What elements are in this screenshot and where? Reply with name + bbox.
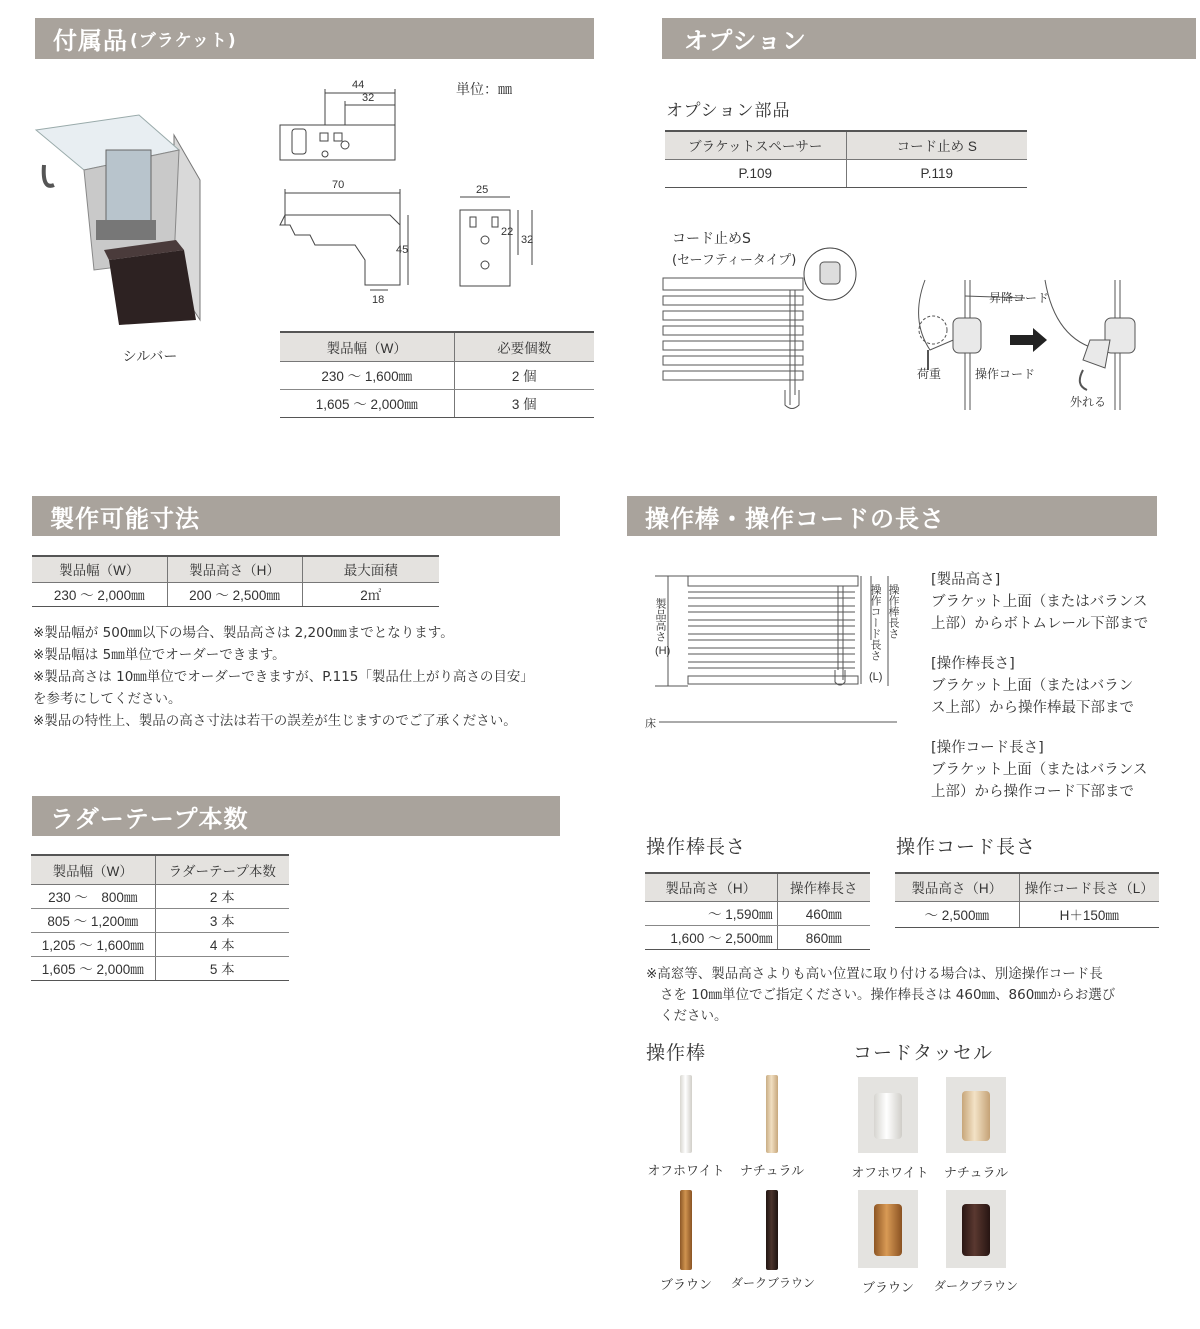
table-cell: 230 〜 2,000㎜ <box>32 582 167 606</box>
tassel-swatch-brown <box>858 1190 918 1268</box>
table-cell: 1,605 〜 2,000㎜ <box>280 389 454 417</box>
load-label: 荷重 <box>917 367 942 381</box>
table-row <box>31 932 289 956</box>
size-section-header <box>32 496 560 536</box>
table-row <box>31 956 289 980</box>
table-row <box>895 901 1159 927</box>
table-cell: 200 〜 2,500㎜ <box>167 582 302 606</box>
size-note: ※製品高さは 10㎜単位でオーダーできますが、P.115「製品仕上がり高さの目安」 <box>33 669 534 685</box>
tassel-swatch-natural <box>946 1077 1006 1153</box>
table-cell: 〜 1,590㎜ <box>645 901 777 925</box>
table-cell: 2 個 <box>454 361 594 389</box>
table-row <box>31 884 289 908</box>
ladder-table <box>31 854 289 981</box>
tassel-swatch-darkbrown <box>946 1190 1006 1268</box>
size-th-height: 製品高さ（H） <box>167 556 302 582</box>
tassel-color-heading: コードタッセル <box>853 1042 994 1064</box>
table-row <box>280 389 594 417</box>
wand-name-offwhite: オフホワイト <box>647 1164 725 1179</box>
table-row <box>645 925 870 949</box>
definition-line: ブラケット上面（またはバランス <box>931 762 1148 778</box>
size-table <box>32 555 439 607</box>
floor-label: 床 <box>645 718 656 730</box>
ladder-th-width: 製品幅（W） <box>31 855 155 884</box>
table-cell: 2㎡ <box>302 582 439 606</box>
size-note: ※製品幅は 5㎜単位でオーダーできます。 <box>33 647 286 663</box>
wand-color-heading: 操作棒 <box>646 1042 707 1064</box>
option-parts-heading: オプション部品 <box>666 101 791 121</box>
length-note: ※高窓等、製品高さよりも高い位置に取り付ける場合は、別途操作コード長 <box>646 966 1103 982</box>
dim-44: 44 <box>352 79 365 91</box>
dim-32-top: 32 <box>362 92 375 104</box>
length-definitions <box>931 569 1148 803</box>
table-cell: H＋150㎜ <box>1019 901 1159 927</box>
dim-25: 25 <box>476 184 489 196</box>
table-cell: 460㎜ <box>777 901 870 925</box>
table-cell: 〜 2,500㎜ <box>895 901 1019 927</box>
cord-stop-label: コード止めS <box>672 231 751 247</box>
wand-swatch-brown <box>680 1190 692 1270</box>
unit-label: 単位：㎜ <box>456 82 512 98</box>
bracket-title-sub: (ブラケット) <box>130 31 237 51</box>
wand-swatch-darkbrown <box>766 1190 778 1270</box>
wand-name-darkbrown: ダークブラウン <box>730 1276 815 1290</box>
tassel-name-natural: ナチュラル <box>943 1166 1009 1181</box>
bracket-th-count: 必要個数 <box>454 332 594 361</box>
definition-line: ブラケット上面（またはバラン <box>931 678 1134 694</box>
cord-length-heading: 操作コード長さ <box>896 836 1037 858</box>
length-note: ください。 <box>660 1008 728 1024</box>
size-notes <box>33 622 534 732</box>
dim-18: 18 <box>372 294 385 306</box>
table-cell: 2 本 <box>155 884 289 908</box>
length-diagram <box>643 570 913 735</box>
wand-swatch-offwhite <box>680 1075 692 1153</box>
ladder-section-header <box>32 796 560 836</box>
tassel-name-brown: ブラウン <box>861 1281 914 1296</box>
operation-cord-label: 操作コード <box>975 367 1036 381</box>
definition-term: [製品高さ] <box>931 572 1001 588</box>
wand-length-heading: 操作棒長さ <box>646 836 747 858</box>
table-row <box>31 908 289 932</box>
size-th-area: 最大面積 <box>302 556 439 582</box>
table-row <box>280 361 594 389</box>
bracket-photo <box>24 110 210 340</box>
dim-45: 45 <box>396 244 409 256</box>
table-row <box>645 901 870 925</box>
option-table <box>665 130 1027 188</box>
bracket-section-header <box>35 18 594 59</box>
cord-stop-illustration <box>655 240 1200 420</box>
tassel-name-darkbrown: ダークブラウン <box>933 1279 1018 1293</box>
bracket-dimension-drawings <box>270 75 560 325</box>
definition-line: ス上部）から操作棒最下部まで <box>931 700 1134 716</box>
option-title: オプション <box>684 27 807 55</box>
table-cell: 3 本 <box>155 908 289 932</box>
table-row <box>665 159 1027 187</box>
table-cell: 1,205 〜 1,600㎜ <box>31 932 155 956</box>
dim-32-side: 32 <box>521 234 534 246</box>
option-section-header <box>662 18 1196 59</box>
length-section-header <box>627 496 1157 536</box>
definition-term: [操作棒長さ] <box>931 656 1015 672</box>
wand-name-natural: ナチュラル <box>739 1164 805 1179</box>
cord-th-height: 製品高さ（H） <box>895 873 1019 901</box>
cord-th-length: 操作コード長さ（L） <box>1019 873 1159 901</box>
table-cell: 3 個 <box>454 389 594 417</box>
cord-length-abbr: (L) <box>869 671 883 683</box>
table-cell: 1,605 〜 2,000㎜ <box>31 956 155 980</box>
size-title: 製作可能寸法 <box>50 504 200 533</box>
table-cell: 4 本 <box>155 932 289 956</box>
height-label: 製品高さ <box>654 598 666 642</box>
table-cell: 1,600 〜 2,500㎜ <box>645 925 777 949</box>
wand-length-label: 操作棒長さ <box>887 584 899 639</box>
ladder-title: ラダーテープ本数 <box>50 804 249 833</box>
cord-length-label: 操作コード長さ <box>869 584 881 661</box>
definition-line: 上部）から操作コード下部まで <box>931 784 1134 800</box>
size-th-width: 製品幅（W） <box>32 556 167 582</box>
size-note: ※製品幅が 500㎜以下の場合、製品高さは 2,200㎜までとなります。 <box>33 625 454 641</box>
wand-swatch-natural <box>766 1075 778 1153</box>
ladder-th-count: ラダーテープ本数 <box>155 855 289 884</box>
table-cell: P.119 <box>846 159 1027 187</box>
lift-cord-label: 昇降コード <box>989 291 1050 305</box>
dim-70: 70 <box>332 179 345 191</box>
length-note: さを 10㎜単位でご指定ください。操作棒長さは 460㎜、860㎜からお選び <box>660 987 1116 1003</box>
wand-th-length: 操作棒長さ <box>777 873 870 901</box>
table-row <box>32 582 439 606</box>
height-abbr: (H) <box>655 645 671 657</box>
definition-line: 上部）からボトムレール下部まで <box>931 616 1149 632</box>
wand-length-table <box>645 872 870 950</box>
length-title: 操作棒・操作コードの長さ <box>645 504 945 533</box>
bracket-table <box>280 331 594 418</box>
table-cell: 805 〜 1,200㎜ <box>31 908 155 932</box>
definition-term: [操作コード長さ] <box>931 740 1044 756</box>
table-cell: 860㎜ <box>777 925 870 949</box>
dim-22: 22 <box>501 226 514 238</box>
length-notes <box>646 964 1115 1027</box>
tassel-name-offwhite: オフホワイト <box>851 1166 929 1181</box>
cord-length-table <box>895 872 1159 928</box>
bracket-title: 付属品 <box>53 27 128 55</box>
table-cell: P.109 <box>665 159 846 187</box>
table-cell: 230 〜 800㎜ <box>31 884 155 908</box>
wand-name-brown: ブラウン <box>659 1278 712 1293</box>
bracket-th-width: 製品幅（W） <box>280 332 454 361</box>
cord-stop-type-label: (セーフティータイプ) <box>672 253 797 268</box>
wand-th-height: 製品高さ（H） <box>645 873 777 901</box>
definition-line: ブラケット上面（またはバランス <box>931 594 1148 610</box>
option-th-spacer: ブラケットスペーサー <box>665 131 846 159</box>
detach-label: 外れる <box>1070 395 1107 409</box>
table-cell: 230 〜 1,600㎜ <box>280 361 454 389</box>
table-cell: 5 本 <box>155 956 289 980</box>
bracket-color-label: シルバー <box>122 349 178 365</box>
option-th-cordstop: コード止め S <box>846 131 1027 159</box>
size-note: ※製品の特性上、製品の高さ寸法は若干の誤差が生じますのでご了承ください。 <box>33 713 517 729</box>
tassel-swatch-offwhite <box>858 1077 918 1153</box>
size-note: を参考にしてください。 <box>33 691 182 707</box>
